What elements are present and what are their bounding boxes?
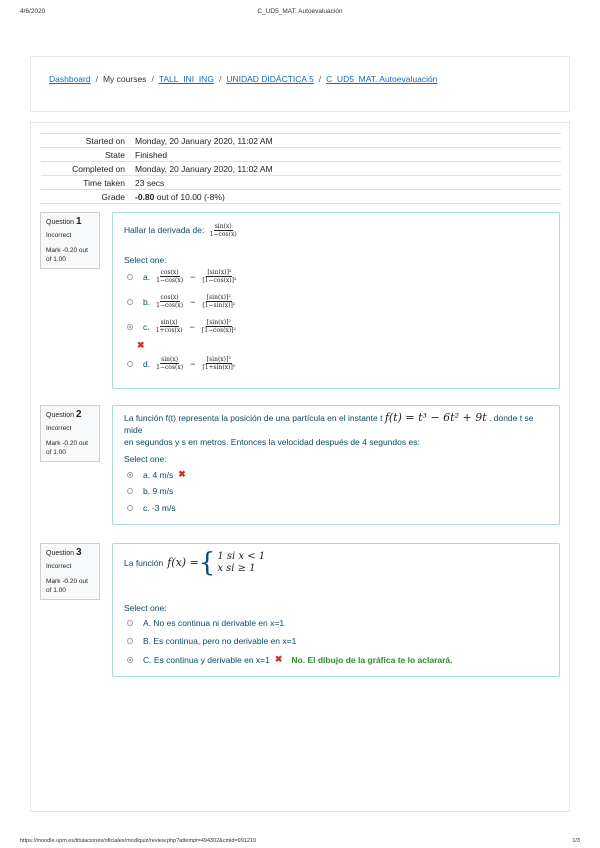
question-text (124, 550, 265, 576)
minus-sign: − (189, 321, 195, 332)
answer-option-c[interactable] (127, 503, 176, 513)
answer-option-c[interactable] (127, 319, 239, 334)
completed-label: Completed on (41, 162, 131, 176)
question-state: Incorrect (46, 425, 72, 432)
question-prompt: Hallar la derivada de: (124, 224, 205, 235)
breadcrumb-my-courses: My courses (102, 74, 147, 84)
function-notation: f(x) = (167, 556, 199, 569)
fraction-denominator: [1+sin(x)]² (202, 364, 236, 371)
fraction-denominator: [1−cos(x)]² (202, 277, 237, 284)
question-number (46, 410, 94, 420)
breadcrumb-course-link[interactable]: TALL_INI_ING (158, 74, 214, 84)
started-value: Monday, 20 January 2020, 11:02 AM (131, 134, 561, 148)
option-text: b. 9 m/s (143, 486, 174, 496)
fraction-denominator: 1−cos(x) (156, 364, 184, 371)
question-label: Question (46, 219, 75, 226)
print-date: 4/6/2020 (20, 8, 46, 15)
breadcrumb-separator: / (318, 74, 322, 84)
piecewise-rows (217, 551, 265, 575)
option-text: A. No es continua ni derivable en x=1 (143, 618, 285, 628)
question-mark: Mark -0.20 out of 1.00 (46, 247, 88, 263)
question-3-info (40, 543, 100, 600)
option-letter: b. (143, 296, 151, 307)
select-one-label: Select one: (124, 603, 167, 613)
piecewise-case-1: 1 si x < 1 (217, 551, 266, 562)
select-one-label: Select one: (124, 454, 167, 464)
answer-option-a[interactable] (127, 469, 186, 480)
question-number (46, 548, 94, 558)
table-row (41, 148, 561, 162)
fraction-denominator: 1+cos(x) (155, 327, 183, 334)
fraction-numerator: [sin(x)]² (206, 356, 231, 363)
time-taken-label: Time taken (41, 176, 131, 190)
radio-button-selected[interactable] (127, 657, 133, 663)
question-1-content (112, 212, 560, 389)
print-title: C_UD5_MAT. Autoevaluación (257, 8, 343, 15)
incorrect-icon: ✖ (274, 654, 283, 664)
question-3-content (112, 543, 560, 677)
radio-button-selected[interactable] (127, 472, 133, 478)
question-prompt-cont: . donde t se mide (124, 413, 534, 435)
fraction-denominator: 1−cos(x) (209, 231, 237, 238)
question-number (46, 217, 94, 227)
radio-button[interactable] (127, 274, 133, 280)
table-row (41, 134, 561, 148)
option-fraction (201, 319, 237, 334)
answer-option-d[interactable] (127, 356, 238, 371)
option-text: a. 4 m/s (143, 469, 174, 480)
option-fraction (201, 269, 237, 284)
question-text (124, 412, 554, 448)
table-row (41, 190, 561, 204)
question-num: 1 (75, 216, 82, 227)
question-num: 3 (75, 547, 82, 558)
attempt-summary-table (41, 133, 561, 204)
fraction-numerator: sin(x) (161, 356, 179, 363)
fraction-denominator: [1−sin(x)]² (202, 302, 236, 309)
feedback-text: No. El dibujo de la gráfica te lo aclarará. (291, 654, 453, 665)
option-text: B. Es continua, pero no derivable en x=1 (143, 636, 297, 646)
answer-option-b[interactable] (127, 486, 173, 496)
fraction-numerator: [sin(x)]² (206, 319, 231, 326)
question-2-info (40, 405, 100, 462)
option-letter: d. (143, 358, 151, 369)
piecewise-definition (199, 550, 265, 576)
question-prompt-line2: en segundos y s en metros. Entonces la velocidad después de 4 segundos es: (124, 437, 420, 447)
option-fraction (155, 269, 184, 284)
breadcrumb-separator: / (151, 74, 154, 84)
answer-option-a[interactable] (127, 269, 239, 284)
completed-value: Monday, 20 January 2020, 11:02 AM (131, 162, 561, 176)
question-label: Question (46, 550, 75, 557)
incorrect-icon: ✖ (178, 469, 186, 479)
table-row (41, 176, 561, 190)
fraction-denominator: 1−cos(x) (156, 277, 184, 284)
print-url: https://moodle.upm.es/titulaciones/oficiales/mod/quiz/review.php?attempt=494302&cmid=991210 (20, 838, 257, 844)
fraction-numerator: [sin(x)]² (206, 294, 231, 301)
position-formula: f(t) = t³ − 6t² + 9t (384, 411, 487, 424)
radio-button[interactable] (127, 361, 133, 367)
answer-option-c[interactable] (127, 654, 453, 665)
question-mark: Mark -0.20 out of 1.00 (46, 440, 88, 456)
breadcrumb-separator: / (218, 74, 222, 84)
question-prompt: La función (124, 558, 164, 568)
incorrect-mark-row (137, 340, 145, 351)
answer-option-b[interactable] (127, 294, 238, 309)
option-fraction (155, 356, 184, 371)
brace-icon: { (198, 548, 216, 578)
fraction-numerator: sin(x) (214, 223, 232, 230)
state-value: Finished (131, 148, 561, 162)
radio-button[interactable] (127, 505, 133, 511)
question-mark: Mark -0.20 out of 1.00 (46, 578, 88, 594)
option-letter: a. (143, 271, 151, 282)
fraction-numerator: cos(x) (160, 294, 179, 301)
option-text: C. Es continua y derivable en x=1 (143, 654, 270, 665)
radio-button-selected[interactable] (127, 324, 133, 330)
breadcrumb (49, 74, 437, 84)
option-text: c. -3 m/s (143, 503, 176, 513)
grade-outof: out of 10.00 (-8%) (156, 191, 225, 202)
table-row (41, 162, 561, 176)
question-num: 2 (75, 409, 82, 420)
radio-button[interactable] (127, 620, 133, 626)
breadcrumb-separator: / (95, 74, 98, 84)
answer-option-b[interactable] (127, 636, 296, 646)
fraction-denominator: 1−cos(x) (156, 302, 184, 309)
option-fraction (155, 319, 184, 334)
breadcrumb-dashboard-link[interactable]: Dashboard (49, 74, 91, 84)
piecewise-case-2: x si ≥ 1 (217, 563, 256, 574)
select-one-label: Select one: (124, 255, 167, 265)
fraction-numerator: cos(x) (160, 269, 179, 276)
question-prompt: La función f(t) representa la posición de una partícula en el instante t (124, 413, 383, 423)
question-state: Incorrect (46, 563, 72, 570)
answer-option-a[interactable] (127, 618, 284, 628)
minus-sign: − (190, 296, 196, 307)
minus-sign: − (190, 271, 196, 282)
minus-sign: − (190, 358, 196, 369)
question-2-content (112, 405, 560, 525)
option-letter: c. (143, 321, 150, 332)
started-label: Started on (41, 134, 131, 148)
question-text (124, 223, 240, 238)
question-1-info (40, 212, 100, 269)
grade-label: Grade (41, 190, 131, 204)
question-label: Question (46, 412, 75, 419)
print-page-number: 1/3 (572, 838, 580, 844)
question-state: Incorrect (46, 232, 72, 239)
option-fraction (201, 356, 236, 371)
option-fraction (155, 294, 184, 309)
incorrect-icon: ✖ (137, 340, 145, 350)
grade-value (131, 190, 561, 204)
radio-button[interactable] (127, 638, 133, 644)
question-fraction (209, 223, 238, 238)
radio-button[interactable] (127, 488, 133, 494)
grade-score: -0.80 (135, 191, 155, 202)
fraction-numerator: sin(x) (160, 319, 178, 326)
fraction-denominator: [1−cos(x)]² (201, 327, 236, 334)
radio-button[interactable] (127, 299, 133, 305)
breadcrumb-unit-link[interactable]: UNIDAD DIDÁCTICA 5 (226, 74, 314, 84)
option-fraction (201, 294, 236, 309)
time-taken-value: 23 secs (131, 176, 561, 190)
fraction-numerator: [sin(x)]² (207, 269, 232, 276)
breadcrumb-quiz-link[interactable]: C_UD5_MAT. Autoevaluación (326, 74, 438, 84)
state-label: State (41, 148, 131, 162)
breadcrumb-panel (30, 56, 570, 112)
